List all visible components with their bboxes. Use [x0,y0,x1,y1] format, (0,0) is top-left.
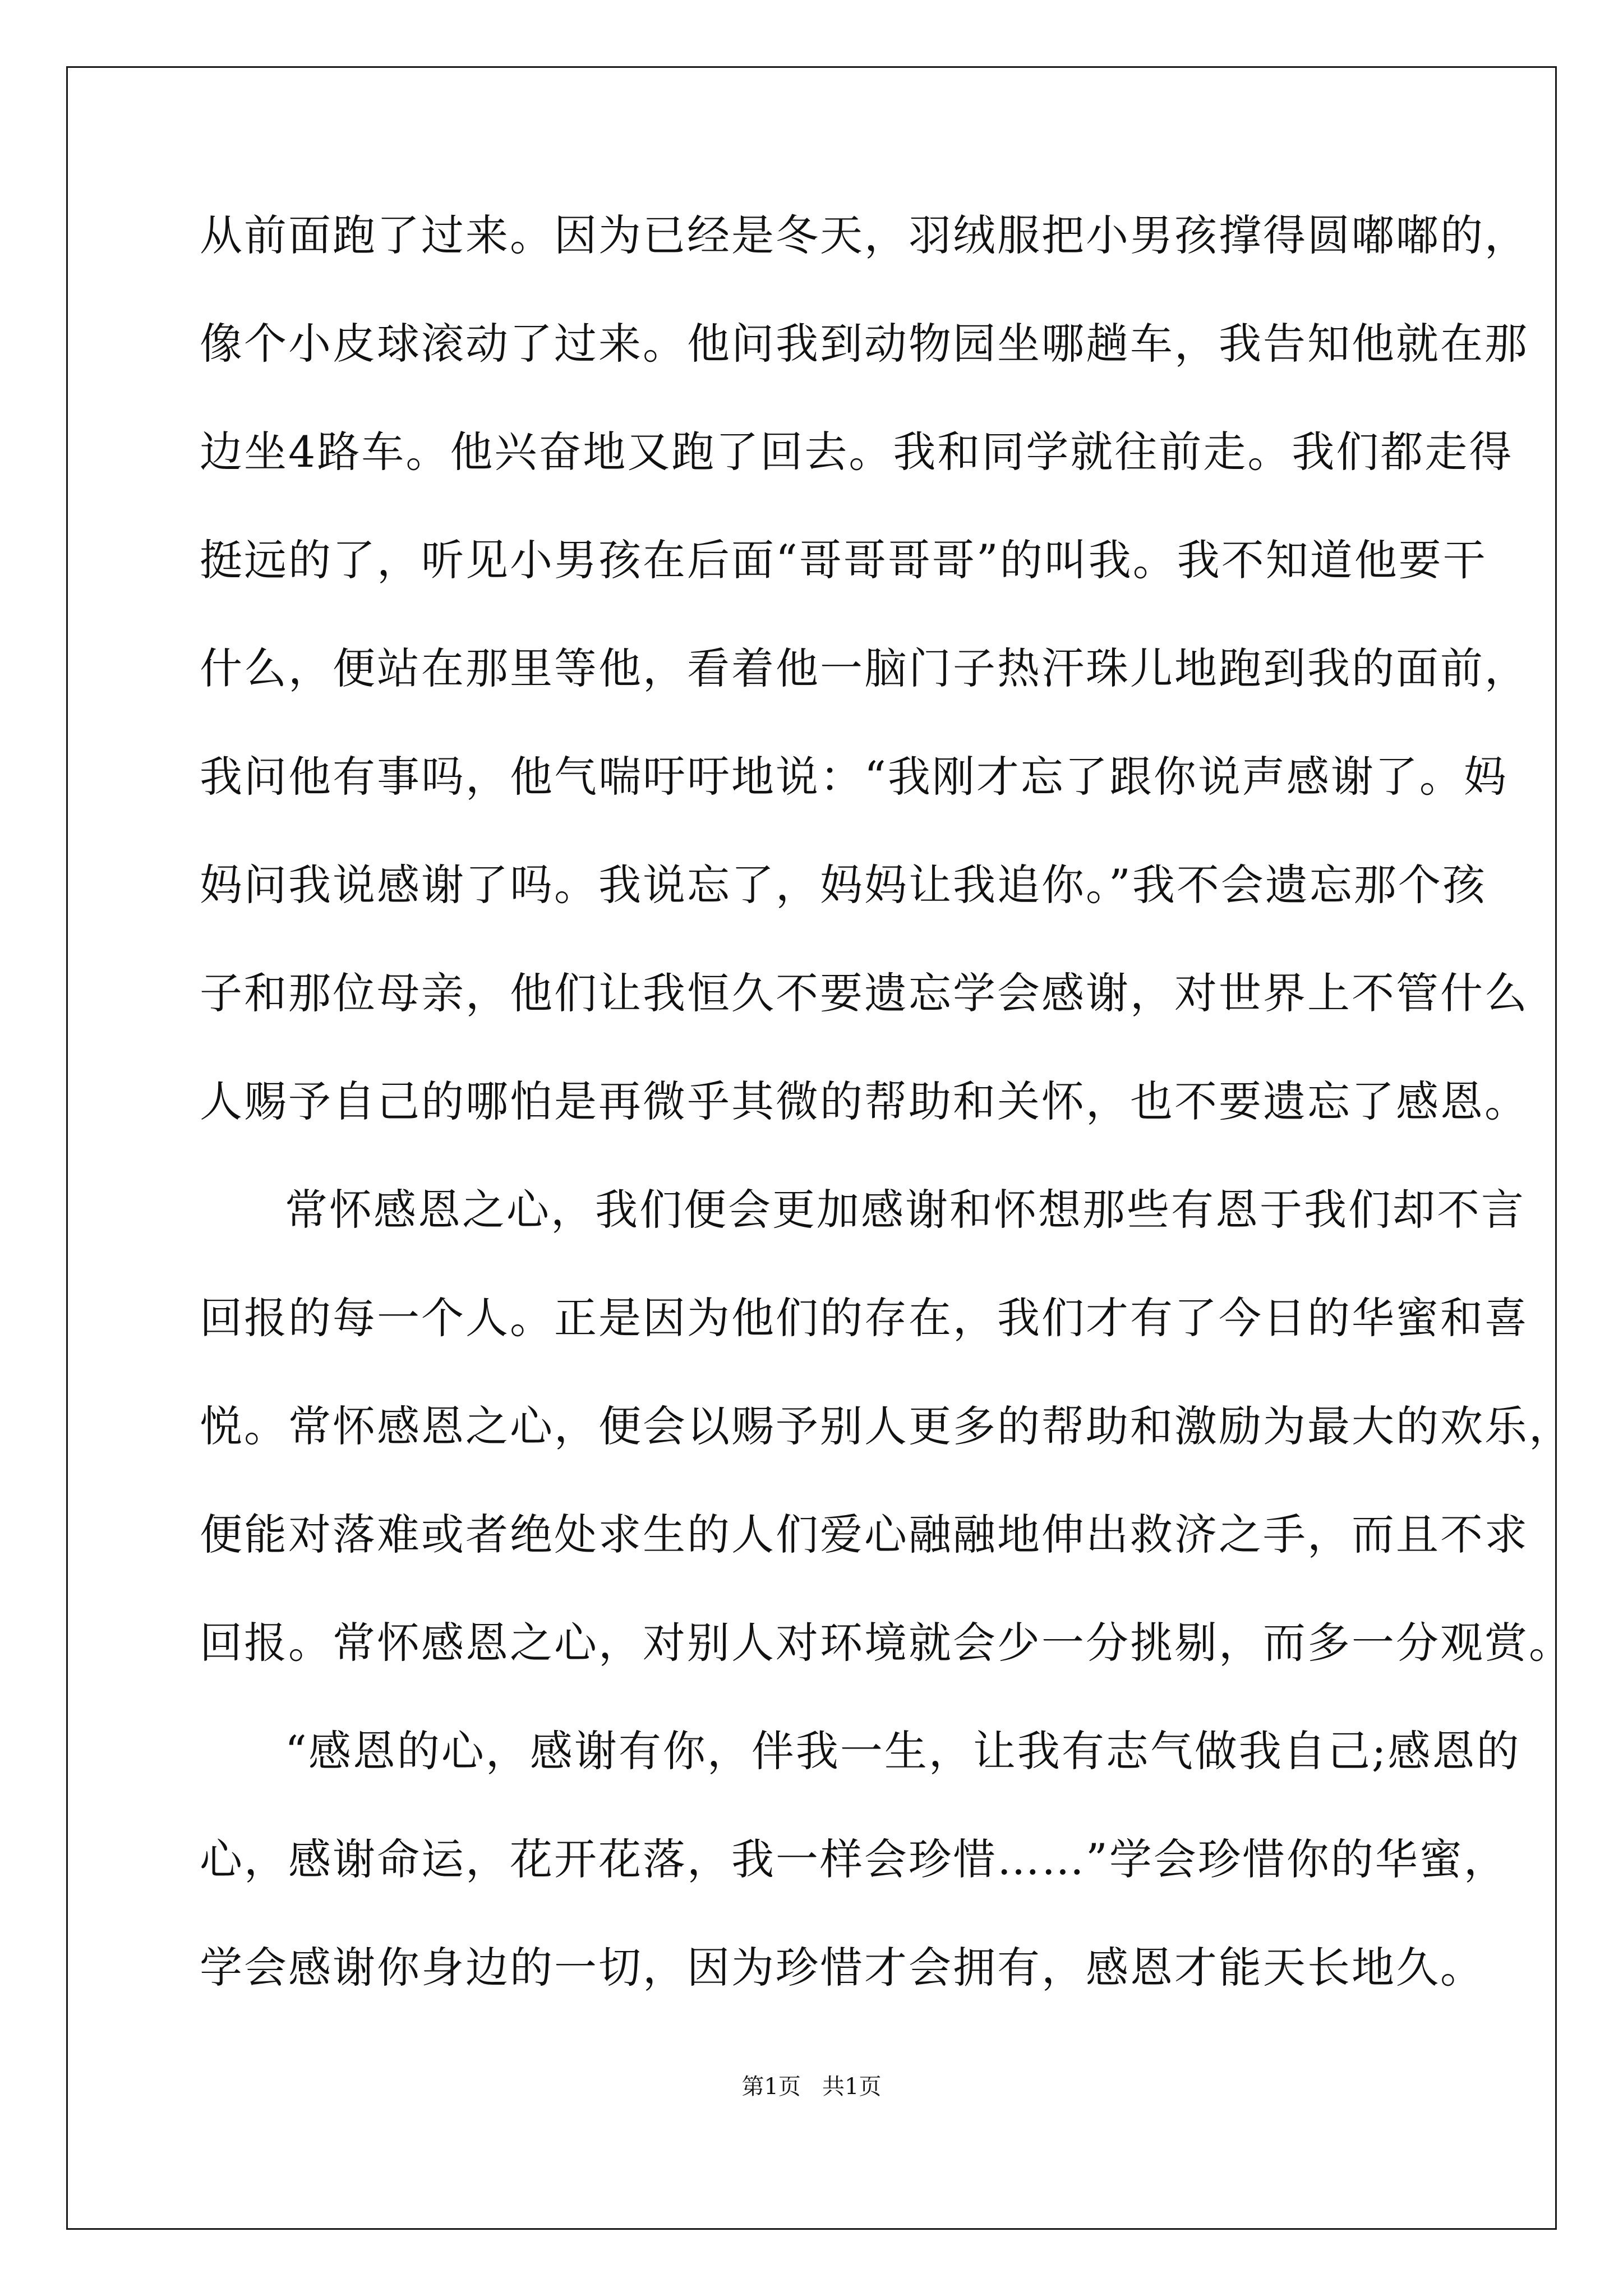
text-line: 从前面跑了过来。因为已经是冬天，羽绒服把小男孩撑得圆嘟嘟的， [200,210,1529,260]
text-line: “感恩的心，感谢有你，伴我一生，让我有志气做我自己;感恩的 [285,1726,1521,1776]
text-line: 常怀感恩之心，我们便会更加感谢和怀想那些有恩于我们却不言 [285,1185,1525,1235]
text-line: 悦。常怀感恩之心，便会以赐予别人更多的帮助和激励为最大的欢乐， [200,1401,1573,1451]
text-line: 回报的每一个人。正是因为他们的存在，我们才有了今日的华蜜和喜 [200,1293,1529,1343]
text-line: 像个小皮球滚动了过来。他问我到动物园坐哪趟车，我告知他就在那 [200,319,1529,369]
page-footer: 第1页 共1页 [741,2074,882,2100]
text-line: 心，感谢命运，花开花落，我一样会珍惜……”学会珍惜你的华蜜， [200,1834,1508,1884]
text-line: 子和那位母亲，他们让我恒久不要遗忘学会感谢，对世界上不管什么 [200,968,1529,1018]
text-line: 挺远的了，听见小男孩在后面“哥哥哥哥”的叫我。我不知道他要干 [200,535,1487,585]
text-line: 学会感谢你身边的一切，因为珍惜才会拥有，感恩才能天长地久。 [200,1943,1484,1993]
text-line: 什么，便站在那里等他，看着他一脑门子热汗珠儿地跑到我的面前， [200,643,1529,693]
page-border [66,66,1557,2230]
text-line: 回报。常怀感恩之心，对别人对环境就会少一分挑剔，而多一分观赏。 [200,1618,1573,1668]
text-line: 妈问我说感谢了吗。我说忘了，妈妈让我追你。”我不会遗忘那个孩 [200,860,1487,910]
text-line: 便能对落难或者绝处求生的人们爱心融融地伸出救济之手，而且不求 [200,1510,1529,1559]
text-line: 我问他有事吗，他气喘吁吁地说：“我刚才忘了跟你说声感谢了。妈 [200,752,1508,802]
text-line: 人赐予自己的哪怕是再微乎其微的帮助和关怀，也不要遗忘了感恩。 [200,1076,1529,1126]
text-line: 边坐4路车。他兴奋地又跑了回去。我和同学就往前走。我们都走得 [200,427,1514,477]
